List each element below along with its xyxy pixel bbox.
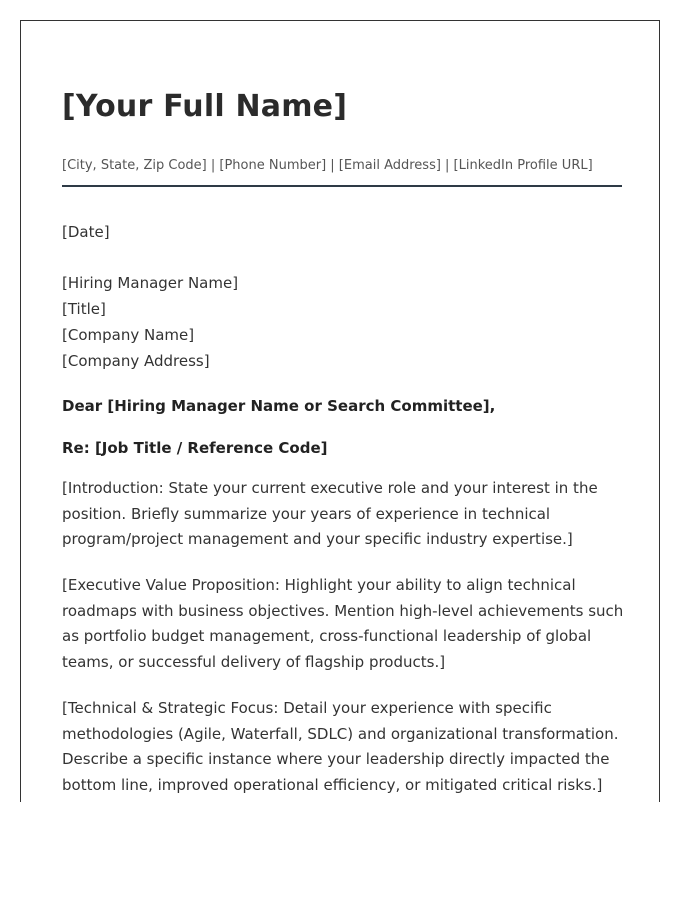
recipient-name: [Hiring Manager Name] [62,274,239,292]
reference-line: Re: [Job Title / Reference Code] [62,439,328,457]
applicant-name: [Your Full Name] [62,89,348,124]
letter-page [20,20,660,802]
recipient-address: [Company Address] [62,352,210,370]
recipient-title: [Title] [62,300,106,318]
letter-date: [Date] [62,223,110,241]
recipient-company: [Company Name] [62,326,195,344]
paragraph-introduction: [Introduction: State your current executive role and your interest in the position. Briefly summarize your years of experience in technical program/project management and your specific industry expertise.] [62,479,598,548]
contact-line: [City, State, Zip Code] | [Phone Number] | [Email Address] | [LinkedIn Profile URL] [62,158,593,173]
paragraph-technical-focus: [Technical & Strategic Focus: Detail your experience with specific methodologies (Agile, Waterfall, SDLC) and organizational transformation. Describe a specific instance where your leadership directly impacted the bottom line, improved operational efficiency, or mitigated critical risks.] [62,699,619,794]
salutation: Dear [Hiring Manager Name or Search Committee], [62,397,496,415]
paragraph-value-proposition: [Executive Value Proposition: Highlight your ability to align technical roadmaps with business objectives. Mention high-level achievements such as portfolio budget management, cross-functional leadership of global teams, or successful delivery of flagship products.] [62,576,624,671]
header-divider [62,185,622,187]
